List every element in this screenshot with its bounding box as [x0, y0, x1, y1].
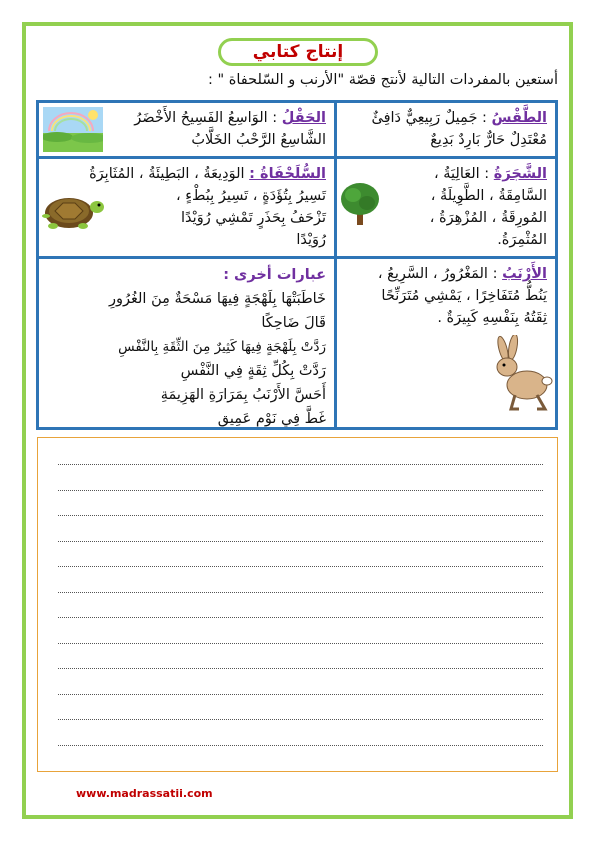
rabbit-line-3: ثِقَتُهُ بِنَفْسِهِ كَبِيرَةٌ .: [437, 310, 547, 326]
keyword-tree: الشَّجَرَةُ: [493, 166, 547, 182]
other-line-1: خَاطَبَتْهَا بِلَهْجَةٍ فِيهَا مَسْحَةٌ مِنَ الغُرُورِ: [109, 291, 326, 307]
turtle-image: [41, 189, 105, 231]
instruction-text: أستعين بالمفردات التالية لأنتج قصّة "الأرنب و السّلحفاة " :: [208, 72, 558, 88]
tree-line-2: السَّامِقَةُ ، الطَّوِيلَةُ ،: [430, 188, 547, 204]
writing-line: [58, 694, 543, 695]
cell-other-expressions: [39, 259, 334, 427]
page-title: إنتاج كتابي: [252, 42, 344, 62]
writing-line: [58, 515, 543, 516]
keyword-field: الحَقْلُ: [281, 110, 326, 126]
keyword-other: عبارات أخرى :: [223, 267, 326, 283]
other-line-4: رَدَّتْ بِكُلِّ ثِقَةٍ فِي النَّفْسِ: [180, 363, 326, 379]
writing-line: [58, 668, 543, 669]
writing-line: [58, 617, 543, 618]
rabbit-line-1: : المَغْرُورُ ، السَّرِيعُ ،: [377, 266, 498, 282]
turtle-line-3: تَزْحَفُ بِحَذَرٍ تَمْشِي رُوَيْدًا: [181, 210, 326, 226]
keyword-turtle: السُّلَحْفَاةُ :: [249, 166, 326, 182]
title-badge: [218, 38, 378, 66]
writing-line: [58, 643, 543, 644]
tree-line-4: المُثْمِرَةُ.: [497, 232, 547, 248]
writing-line: [58, 745, 543, 746]
writing-line: [58, 541, 543, 542]
meadow-image: [43, 107, 103, 152]
field-line-2: الشَّاسِعُ الرَّحْبُ الخَلَّابُ: [191, 132, 326, 148]
vocabulary-grid: [36, 100, 558, 430]
turtle-line-4: رُوَيْدًا: [296, 232, 326, 248]
weather-line-2: مُعْتَدِلٌ حَارٌّ بَارِدٌ بَدِيعٌ: [430, 132, 547, 148]
writing-line: [58, 490, 543, 491]
writing-area[interactable]: [37, 437, 558, 772]
rabbit-image: [491, 335, 553, 413]
writing-line: [58, 592, 543, 593]
writing-line: [58, 464, 543, 465]
cell-weather: [337, 103, 555, 156]
other-line-2: قَالَ ضَاحِكًا: [261, 315, 326, 331]
field-line-1: : الوَاسِعُ الفَسِيحُ الأَخْضَرُ: [134, 110, 278, 126]
weather-line-1: : جَمِيلٌ رَبِيعِيٌّ دَافِئٌ: [371, 110, 487, 126]
writing-line: [58, 566, 543, 567]
rabbit-line-2: يَنُطُّ مُتَفَاخِرًا ، يَمْشِي مُتَرَنِّحًا: [381, 288, 547, 304]
other-line-6: غَطَّ فِي نَوْمٍ عَمِيقٍ: [217, 411, 326, 427]
tree-line-1: : العَالِيَةُ ،: [433, 166, 490, 182]
turtle-line-2: تَسِيرُ بِتُؤَدَةٍ ، تَسِيرُ بِبُطْءٍ ،: [175, 188, 326, 204]
other-line-5: أَحَسَّ الأَرْنَبُ بِمَرَارَةِ الهَزِيمَةِ: [160, 387, 326, 403]
tree-image: [339, 181, 381, 227]
keyword-weather: الطَّقْسُ: [491, 110, 547, 126]
writing-line: [58, 719, 543, 720]
footer-url: www.madrassatii.com: [76, 787, 213, 800]
turtle-line-1: الوَدِيعَةُ ، البَطِيئَةُ ، المُثَابِرَةُ: [89, 166, 245, 182]
tree-line-3: المُورِقَةُ ، المُزْهِرَةُ ،: [429, 210, 547, 226]
keyword-rabbit: الأَرْنَبُ: [502, 266, 547, 282]
other-line-3: رَدَّتْ بِلَهْجَةٍ فِيهَا كَثِيرٌ مِنَ الثِّقَةِ بِالنَّفْسِ: [118, 339, 326, 355]
